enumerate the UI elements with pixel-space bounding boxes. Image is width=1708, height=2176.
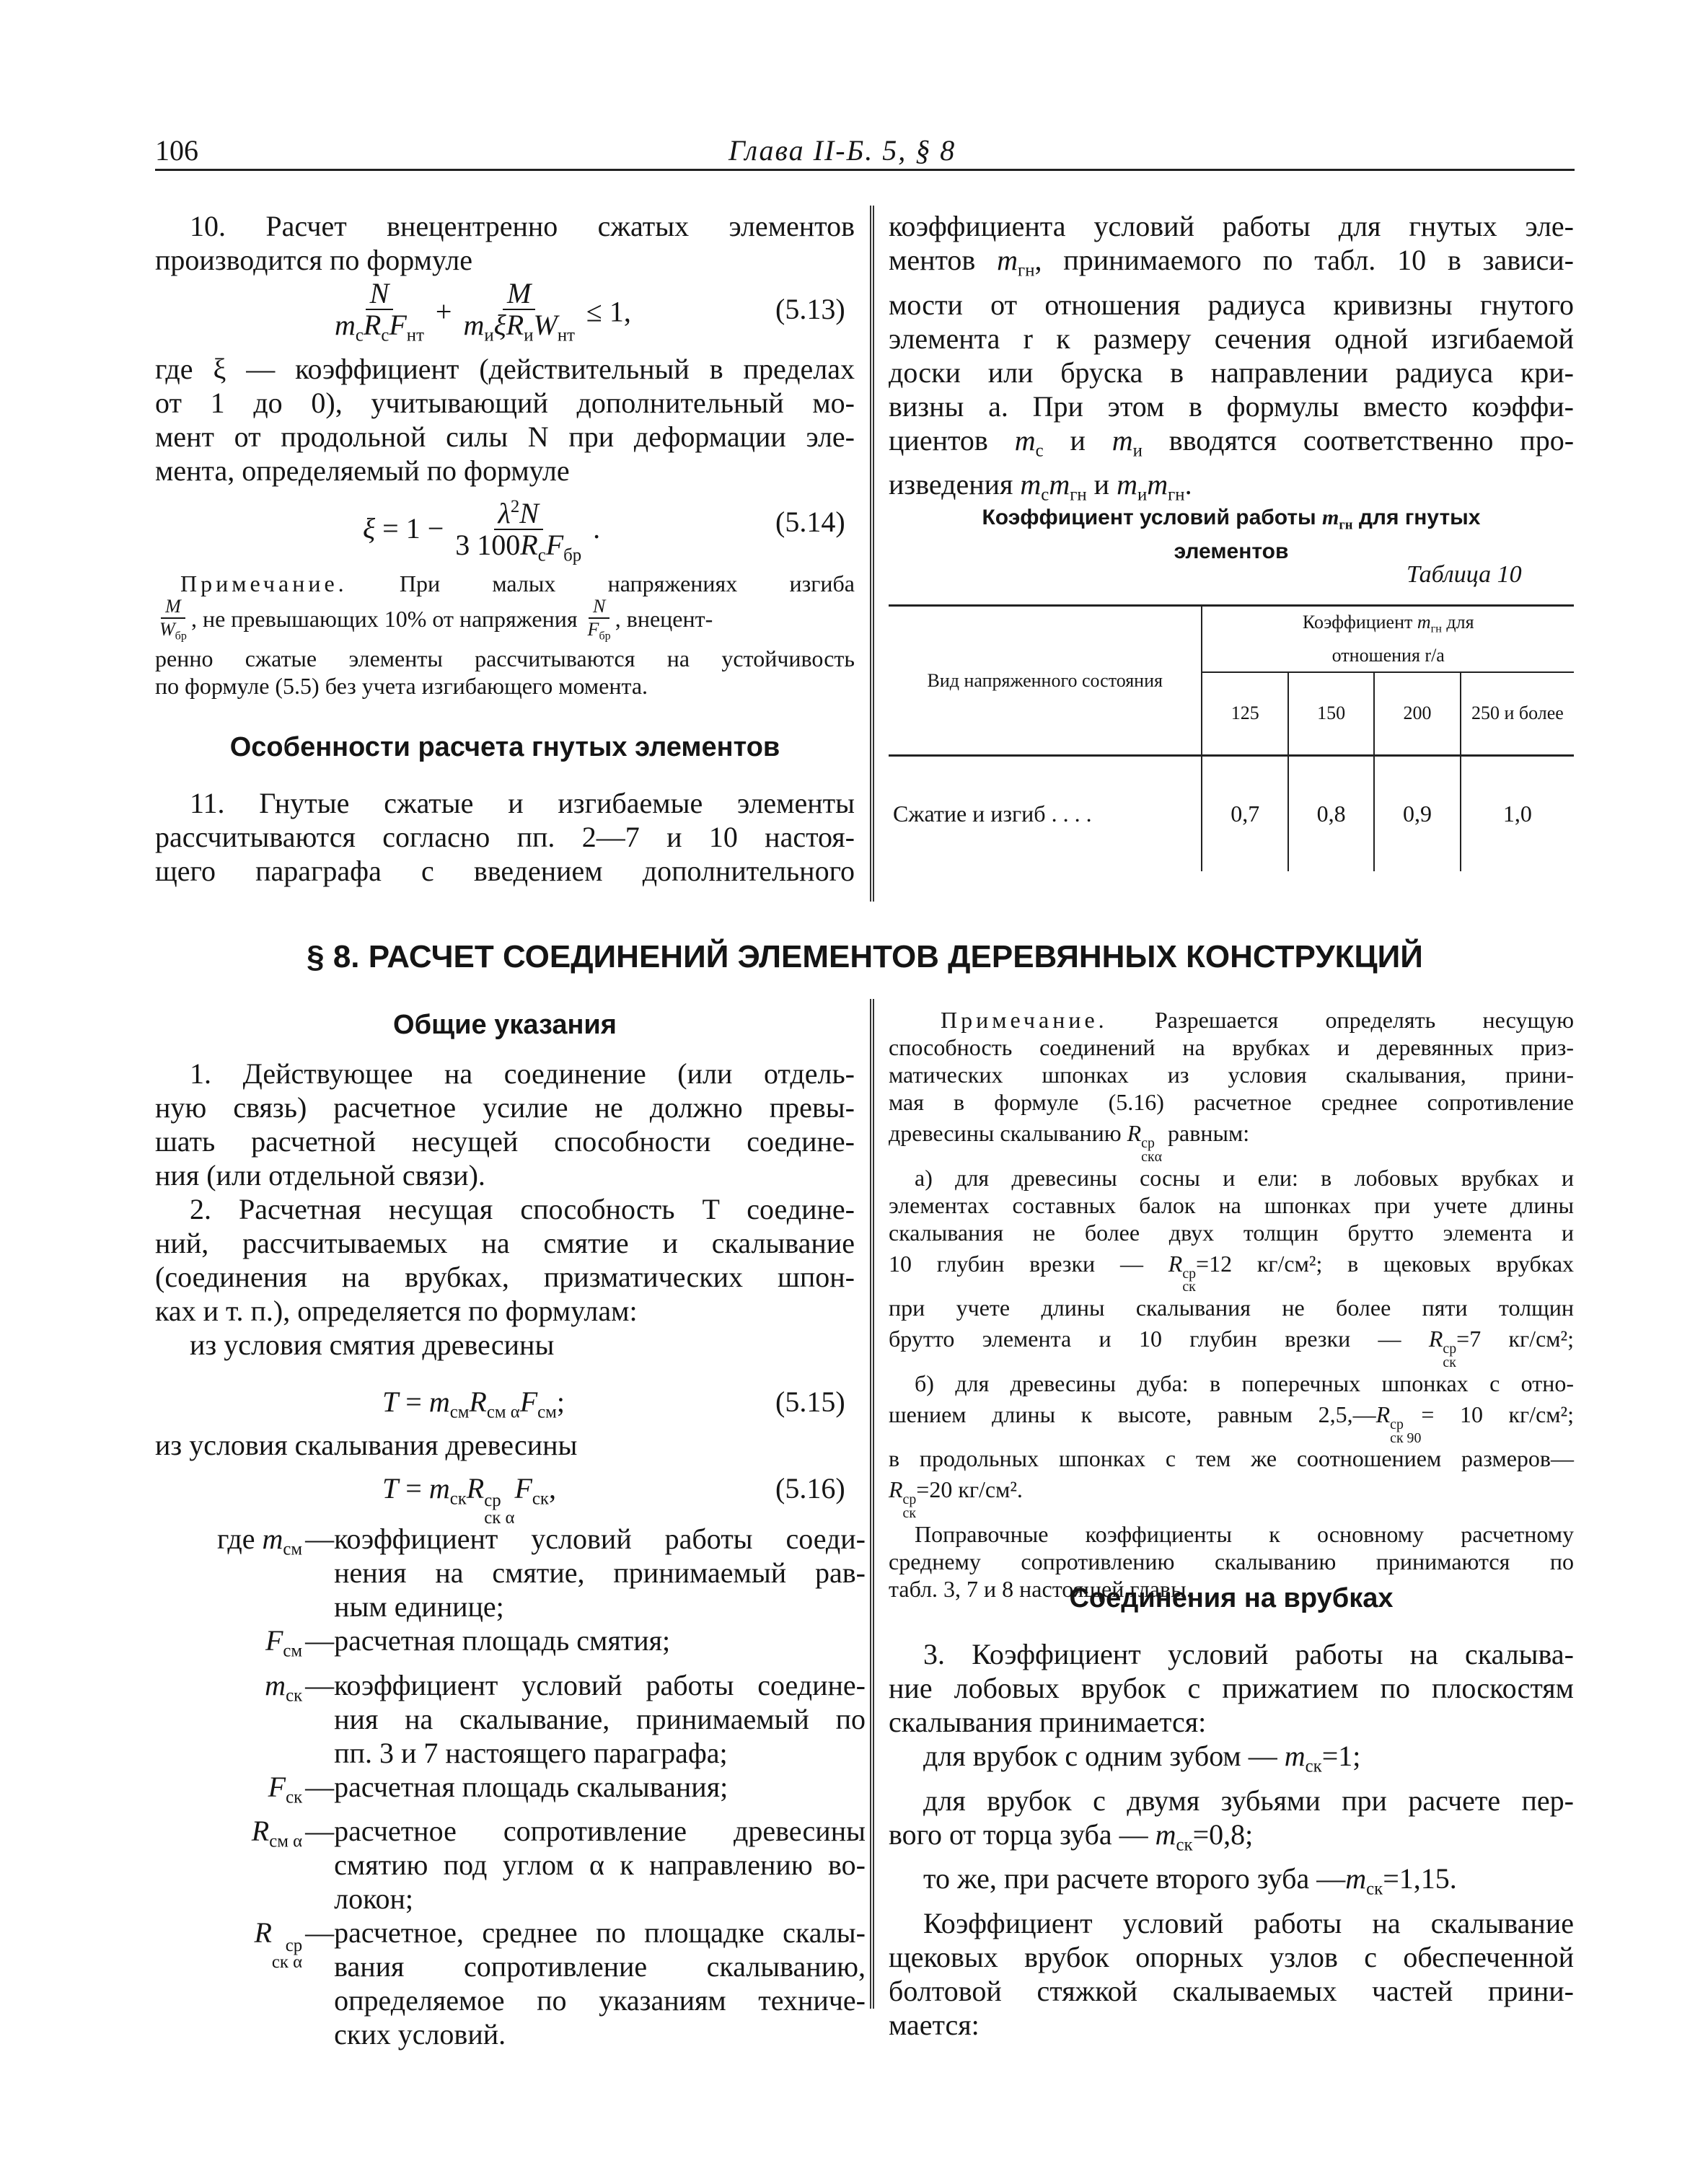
- note-bending: Примечание. При малых напряжениях изгиба: [180, 571, 855, 596]
- section-8-title: § 8. РАСЧЕТ СОЕДИНЕНИЙ ЭЛЕМЕНТОВ ДЕРЕВЯННЫХ КОНСТРУКЦИЙ: [307, 939, 1423, 974]
- table-group-header: Коэффициент $m_{гн}$ для отношения r/a: [1202, 606, 1574, 672]
- header-rule: [155, 169, 1575, 171]
- table-row: [889, 756, 1574, 871]
- paragraph-11: 11. Гнутые сжатые и изгибаемые элементы рассчитываются согласно пп. 2—7 и 10 настоя- щего параграфа с введением дополнительного: [155, 787, 855, 887]
- column-divider-top: [870, 206, 874, 902]
- table-col-header: 150: [1288, 672, 1374, 756]
- running-head: Глава II-Б. 5, § 8: [728, 134, 956, 167]
- table-col-header: 125: [1202, 672, 1287, 756]
- table-row-header: Вид напряженного состояния: [889, 606, 1202, 756]
- paragraph-3: 3. Коэффициент условий работы на скалыва- ние лобовых врубок с прижатием по плоскостям скалывания принимается: для врубок с одним зубом — $m_{ск}=1$; для врубок с двумя зубьями при расчете пер- вого от торца зуба — $m_{ск}=0,8$; то же, при расчете второго зуба $—m_{ск}=1,15$. Коэффициент условий работы на скалывание щековых врубок опорных узлов с обеспеченной болтовой стяжкой скалываемых частей прини- мается:: [889, 1638, 1574, 2042]
- definition-r-sm-alpha: $R_{см \alpha}$ — расчетное сопротивление древесины смятию под углом α к направлению во- локон;: [251, 1815, 866, 1916]
- equation-number-5-16: (5.16): [775, 1472, 845, 1505]
- definition-m-sm: где $m_{см}$ — коэффициент условий работы соеди- нения на смятие, принимаемый рав- ным единице;: [217, 1523, 866, 1623]
- table-cell: 1,0: [1461, 756, 1574, 871]
- column-divider-bottom: [870, 999, 874, 2009]
- heading-general: Общие указания: [393, 1010, 617, 1040]
- paragraph-10-continued: где ξ — коэффициент (действительный в пределах от 1 до 0), учитывающий дополнительный мо- мент от продольной силы N при деформации эле- мента, определяемый по формуле: [155, 353, 855, 487]
- symbol-definitions: [155, 1522, 866, 2051]
- formula-5-15: $T = m_{см}R_{см \alpha}F_{см}$;: [382, 1386, 565, 1422]
- table-col-header: 200: [1374, 672, 1460, 756]
- table-10: [889, 604, 1574, 871]
- definition-m-sk: $m_{ск}$ — коэффициент условий работы соедине- ния на скалывание, принимаемый по пп. 3 и 7 настоящего параграфа;: [265, 1668, 866, 1769]
- equation-number-5-15: (5.15): [775, 1386, 845, 1418]
- text-shear-condition: из условия скалывания древесины: [155, 1429, 578, 1461]
- table-10-title: Коэффициент условий работы $m_{гн}$ для гнутых элементов: [982, 506, 1481, 563]
- note-shear: Примечание. Разрешается определять несущую способность соединений на врубках и деревянных приз- матических шпонках из условия скалывания, прини- мая в формуле (5.16) расчетное среднее сопротивление древесины скалыванию R ср скα равным: а) для древесины сосны и ели: в лобовых врубках и элементах составных балок на шпонках при учете длины скалывания не более двух толщин брутто элемента и 10 глубин врезки — R ср ск =12 кг/см²; в щековых врубках при учете длины скалывания не более пяти толщин брутто элемента и 10 глубин врезки — R ср ск =7 кг/см²; б) для древесины дуба: в поперечных шпонках с отно- шением длины к высоте, равным 2,5,—R ср ск 90 = 10 кг/см²; в продольных шпонках с тем же соотношением размеров— R ср ск =20 кг/см². Поправочные коэффициенты к основному расчетному среднему сопротивлению скалыванию принимаются по табл. 3, 7 и 8 настоящей главы.: [889, 1007, 1575, 1603]
- formula-5-13: $\frac{N}{m_сR_сF_{нт}}$ + $\frac{M}{m_и\xi R_иW_{нт}}$ ≤ 1,: [335, 277, 631, 345]
- table-cell: 0,7: [1202, 756, 1287, 871]
- equation-number-5-14: (5.14): [775, 506, 845, 538]
- paragraph-11-continued: коэффициента условий работы для гнутых эле- ментов $m_{гн}$, принимаемого по табл. 10 в зависи- мости от отношения радиуса кривизны гнутого элемента r к размеру сечения одной изгибаемой доски или бруска в направлении радиуса кри- визны a. При этом в формулы вместо коэффи- циентов $m_с$ и $m_и$ вводятся соответственно про- изведения $m_сm_{гн}$ и $m_иm_{гн}$.: [889, 210, 1575, 506]
- equation-number-5-13: (5.13): [775, 293, 845, 325]
- table-cell: 0,8: [1288, 756, 1374, 871]
- definition-f-sk: $F_{ск}$ — расчетная площадь скалывания;: [268, 1770, 728, 1807]
- formula-5-16: $T = m_{ск}R$ ср ск α $F_{ск}$,: [382, 1472, 556, 1528]
- note-bending-rest: ренно сжатые элементы рассчитываются на устойчивость по формуле (5.5) без учета изгибающего момента.: [155, 646, 855, 699]
- paragraph-1-2: 1. Действующее на соединение (или отдель- ную связь) расчетное усилие не должно превы- шать расчетной несущей способности соедине- ния (или отдельной связи). 2. Расчетная несущая способность T соедине- ний, рассчитываемых на смятие и скалывание (соединения на врубках, призматических шпон- ках и т. п.), определяется по формулам: из условия смятия древесины: [155, 1057, 855, 1361]
- page-number: 106: [155, 134, 198, 167]
- heading-bent-elements: Особенности расчета гнутых элементов: [229, 732, 780, 762]
- definition-r-sk-alpha: R ср ск α — расчетное, среднее по площадке скалы- вания сопротивление скалыванию, определяемое по указаниям техниче- ских условий.: [254, 1916, 866, 2051]
- table-cell: 0,9: [1374, 756, 1460, 871]
- heading-notch-joints: Соединения на врубках: [1069, 1583, 1394, 1613]
- table-col-header: 250 и более: [1461, 672, 1574, 756]
- note-bending-line2: $\frac{M}{W_{бр}}$ , не превышающих 10% от напряжения $\frac{N}{F_{бр}}$ , внецент-: [159, 596, 713, 643]
- table-10-label: Таблица 10: [1407, 561, 1522, 588]
- table-row-label: Сжатие и изгиб . . . .: [893, 800, 1092, 827]
- definition-f-sm: $F_{см}$ — расчетная площадь смятия;: [265, 1624, 671, 1661]
- paragraph-10: 10. Расчет внецентренно сжатых элементов производится по формуле: [155, 210, 855, 276]
- formula-5-14: ξ = 1 − $\frac{\lambda^2N}{3 100R_сF_{бр}}$ .: [363, 492, 600, 571]
